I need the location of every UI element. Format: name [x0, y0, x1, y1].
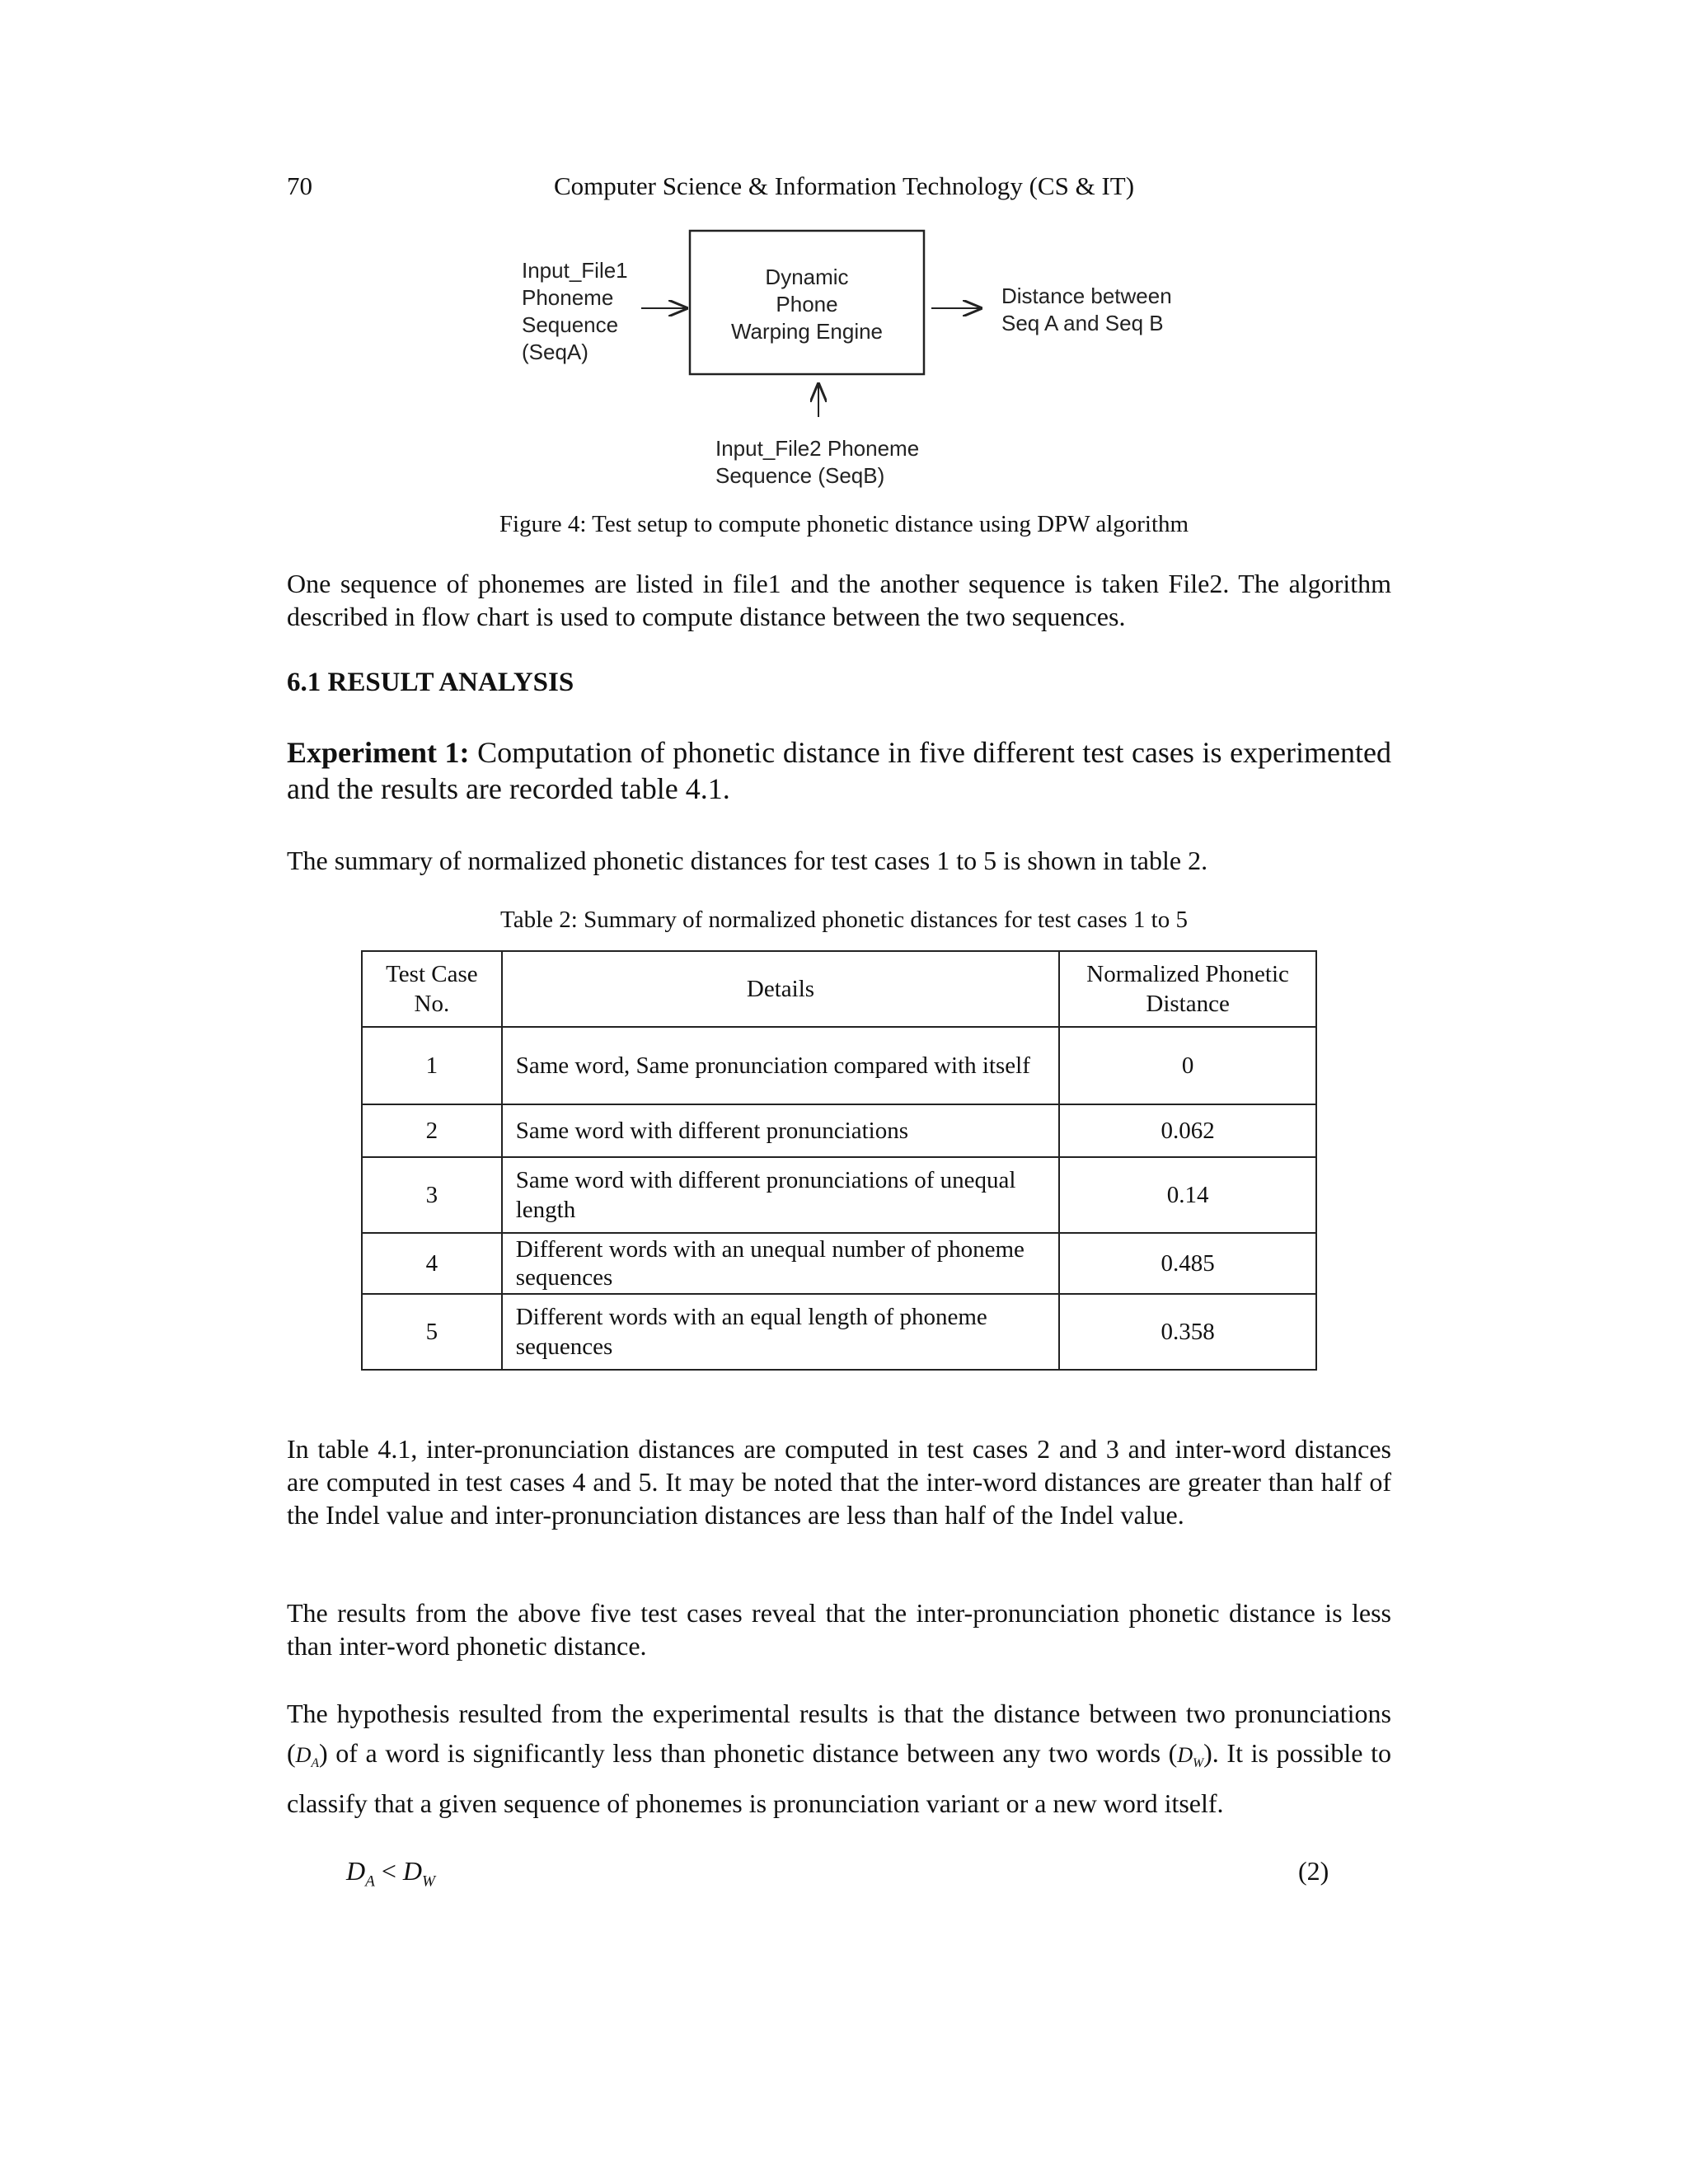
var-dw: $D_W$ [1177, 1743, 1204, 1771]
header-distance: Normalized Phonetic Distance [1059, 951, 1316, 1027]
test-case-distance: 0 [1059, 1027, 1316, 1104]
summary-sentence: The summary of normalized phonetic distances for test cases 1 to 5 is shown in table 2. [287, 846, 1208, 875]
test-case-details: Different words with an equal length of phoneme sequences [502, 1294, 1060, 1370]
equation: $D_A < D_W$ [346, 1856, 435, 1891]
header-test-case: Test Case No. [362, 951, 502, 1027]
test-case-no: 5 [362, 1294, 502, 1370]
test-case-distance: 0.062 [1059, 1104, 1316, 1157]
output-label: Distance between Seq A and Seq B [1001, 284, 1172, 335]
equation-number: (2) [1298, 1856, 1329, 1886]
table-caption: Table 2: Summary of normalized phonetic distances for test cases 1 to 5 [500, 907, 1188, 933]
experiment-text: Computation of phonetic distance in five different test cases is experimented and the results are recorded table 4.1. [287, 736, 1391, 805]
page-number: 70 [287, 171, 312, 200]
input-a-label: Input_File1 Phoneme Sequence (SeqA) [522, 258, 628, 364]
test-case-details: Same word with different pronunciations [502, 1104, 1060, 1157]
table-row [362, 1027, 1316, 1104]
section-heading: 6.1 RESULT ANALYSIS [287, 668, 574, 697]
test-case-distance: 0.358 [1059, 1294, 1316, 1370]
test-case-no: 2 [362, 1104, 502, 1157]
test-case-details: Same word, Same pronunciation compared with itself [502, 1027, 1060, 1104]
results-paragraph: The results from the above five test cases reveal that the inter-pronunciation phonetic distance is less than inter-word phonetic distance. [287, 1598, 1391, 1661]
experiment-paragraph [287, 734, 1391, 807]
figure-caption: Figure 4: Test setup to compute phonetic distance using DPW algorithm [499, 511, 1189, 537]
engine-label: Dynamic Phone Warping Engine [730, 265, 884, 344]
test-case-details: Same word with different pronunciations of unequal length [502, 1157, 1060, 1233]
header-details: Details [502, 951, 1060, 1027]
test-case-no: 3 [362, 1157, 502, 1233]
table-row [362, 1157, 1316, 1233]
test-case-no: 4 [362, 1233, 502, 1294]
test-case-distance: 0.14 [1059, 1157, 1316, 1233]
input-b-label: Input_File2 Phoneme Sequence (SeqB) [715, 436, 920, 488]
table-row [362, 1233, 1316, 1294]
var-da: $D_A$ [295, 1743, 319, 1771]
table-header-row [362, 951, 1316, 1027]
table-row [362, 1294, 1316, 1370]
running-header: Computer Science & Information Technology (CS & IT) [553, 171, 1135, 200]
distance-summary-table [361, 950, 1317, 1371]
analysis-paragraph: In table 4.1, inter-pronunciation distances are computed in test cases 2 and 3 and inter-word distances are computed in test cases 4 and 5. It may be noted that the inter-word distances are greater than half of the Indel value and inter-pronunciation distances are less than half of the Indel value. [287, 1434, 1391, 1530]
test-case-distance: 0.485 [1059, 1233, 1316, 1294]
table-row [362, 1104, 1316, 1157]
test-case-details: Different words with an unequal number of phoneme sequences [502, 1233, 1060, 1294]
intro-paragraph: One sequence of phonemes are listed in file1 and the another sequence is taken File2. The algorithm described in flow chart is used to compute distance between the two sequences. [287, 569, 1391, 631]
test-case-no: 1 [362, 1027, 502, 1104]
experiment-label: Experiment 1: [287, 736, 470, 769]
hypothesis-paragraph: The hypothesis resulted from the experimental results is that the distance between two pronunciations $(D_A)$ of a word is significantly less than phonetic distance between any two words $(D_W)$. It is possible to classify that a given sequence of phonemes is pronunciation variant or a new word itself. [287, 1699, 1392, 1819]
